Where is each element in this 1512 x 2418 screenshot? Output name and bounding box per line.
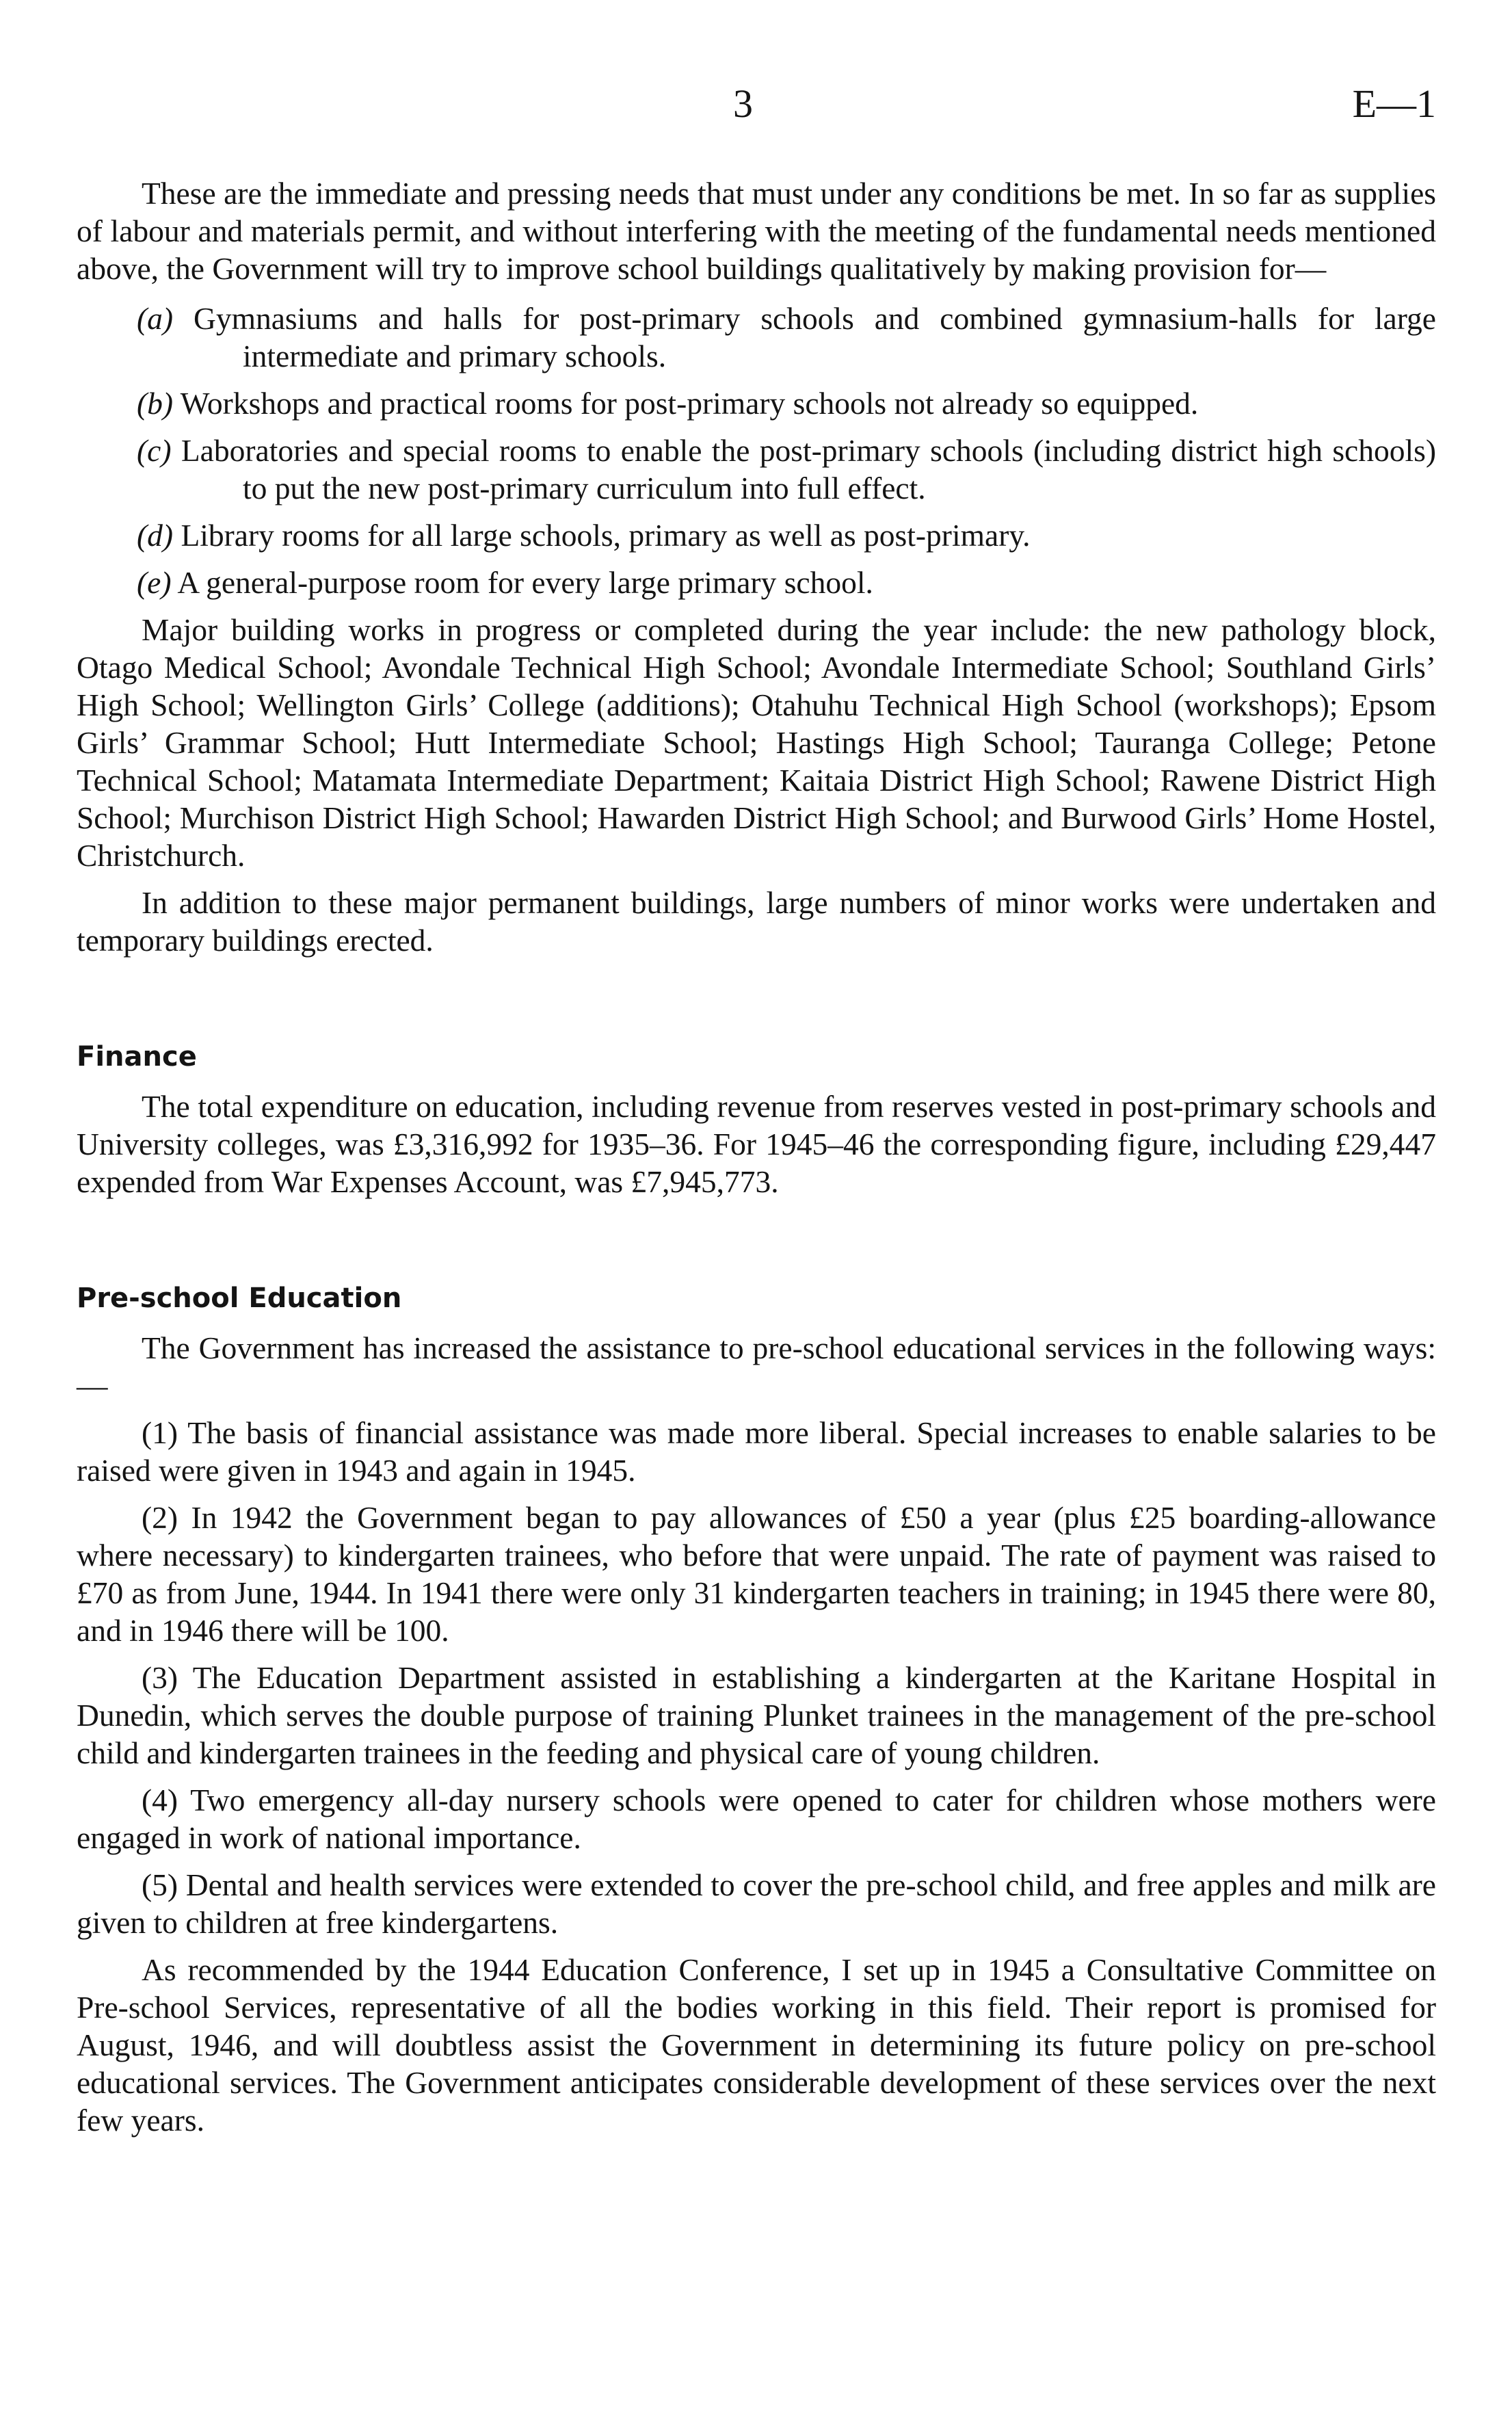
- document-page: [77, 0, 1436, 2418]
- provision-list: [77, 300, 1436, 601]
- list-label: (b): [137, 386, 174, 421]
- page-body: [77, 174, 1436, 2139]
- preschool-item: (3) The Education Department assisted in establishing a kindergarten at the Karitane Hospital in Dunedin, which serves the double purpose of training Plunket trainees in the management of the pre-school child and kindergarten trainees in the feeding and physical care of young children.: [77, 1660, 1436, 1770]
- list-label: (e): [137, 565, 172, 600]
- preschool-closing-paragraph: As recommended by the 1944 Education Conference, I set up in 1945 a Consultative Committee on Pre-school Services, representative of all the bodies working in this field. Their report is promised for August, 1946, and will doubtless assist the Government in determining its future policy on pre-school educational services. The Government anticipates considerable development of these services over the next few years.: [77, 1952, 1436, 2138]
- major-works-paragraph: Major building works in progress or completed during the year include: the new pathology block, Otago Medical School; Avondale Technical High School; Avondale Intermediate School; Southland Girls’ High School; Wellington Girls’ College (additions); Otahuhu Technical High School (workshops); Epsom Girls’ Grammar School; Hutt Intermediate School; Hastings High School; Tauranga College; Petone Technical School; Matamata Intermediate Department; Kaitaia District High School; Rawene District High School; Murchison District High School; Hawarden District High School; and Burwood Girls’ Home Hostel, Christchurch.: [77, 612, 1436, 873]
- intro-paragraph: These are the immediate and pressing needs that must under any conditions be met. In so far as supplies of labour and materials permit, and without interfering with the meeting of the fundamental needs mentioned above, the Government will try to improve school buildings qualitatively by making provision for—: [77, 176, 1436, 286]
- finance-heading: Finance: [77, 1041, 197, 1073]
- document-code: E—1: [1352, 81, 1436, 126]
- list-text: Gymnasiums and halls for post-primary schools and combined gymnasium-halls for large intermediate and primary schools.: [193, 301, 1436, 373]
- building-needs-section: [77, 174, 1436, 959]
- preschool-heading: Pre-school Education: [77, 1283, 402, 1314]
- preschool-item: (4) Two emergency all-day nursery schools were opened to cater for children whose mothers were engaged in work of national importance.: [77, 1783, 1436, 1855]
- finance-section: [77, 1040, 1436, 1200]
- minor-works-paragraph: In addition to these major permanent buildings, large numbers of minor works were undertaken and temporary buildings erected.: [77, 885, 1436, 958]
- list-text: A general-purpose room for every large primary school.: [177, 565, 873, 600]
- list-label: (a): [137, 301, 174, 336]
- provision-list-item: [77, 300, 1436, 375]
- provision-list-item: [77, 384, 1436, 422]
- provision-list-item: [77, 516, 1436, 554]
- list-label: (d): [137, 518, 174, 553]
- finance-paragraph: The total expenditure on education, including revenue from reserves vested in post-primary schools and University colleges, was £3,316,992 for 1935–36. For 1945–46 the corresponding figure, including £29,447 expended from War Expenses Account, was £7,945,773.: [77, 1089, 1436, 1199]
- provision-list-item: [77, 564, 1436, 601]
- preschool-item: (1) The basis of financial assistance was made more liberal. Special increases to enable salaries to be raised were given in 1943 and again in 1945.: [77, 1415, 1436, 1488]
- preschool-item: (2) In 1942 the Government began to pay allowances of £50 a year (plus £25 boarding-allowance where necessary) to kindergarten trainees, who before that were unpaid. The rate of payment was raised to £70 as from June, 1944. In 1941 there were only 31 kindergarten teachers in training; in 1945 there were 80, and in 1946 there will be 100.: [77, 1500, 1436, 1648]
- list-text: Library rooms for all large schools, primary as well as post-primary.: [181, 518, 1031, 553]
- list-label: (c): [137, 433, 172, 468]
- page-header: [77, 81, 1436, 135]
- list-text: Workshops and practical rooms for post-primary schools not already so equipped.: [180, 386, 1199, 421]
- preschool-section: [77, 1281, 1436, 2139]
- page-number: 3: [733, 81, 753, 126]
- list-text: Laboratories and special rooms to enable the post-primary schools (including district high schools) to put the new post-primary curriculum into full effect.: [181, 433, 1436, 505]
- preschool-intro-paragraph: The Government has increased the assistance to pre-school educational services in the following ways:—: [77, 1330, 1436, 1403]
- preschool-item: (5) Dental and health services were extended to cover the pre-school child, and free apples and milk are given to children at free kindergartens.: [77, 1867, 1436, 1940]
- provision-list-item: [77, 432, 1436, 507]
